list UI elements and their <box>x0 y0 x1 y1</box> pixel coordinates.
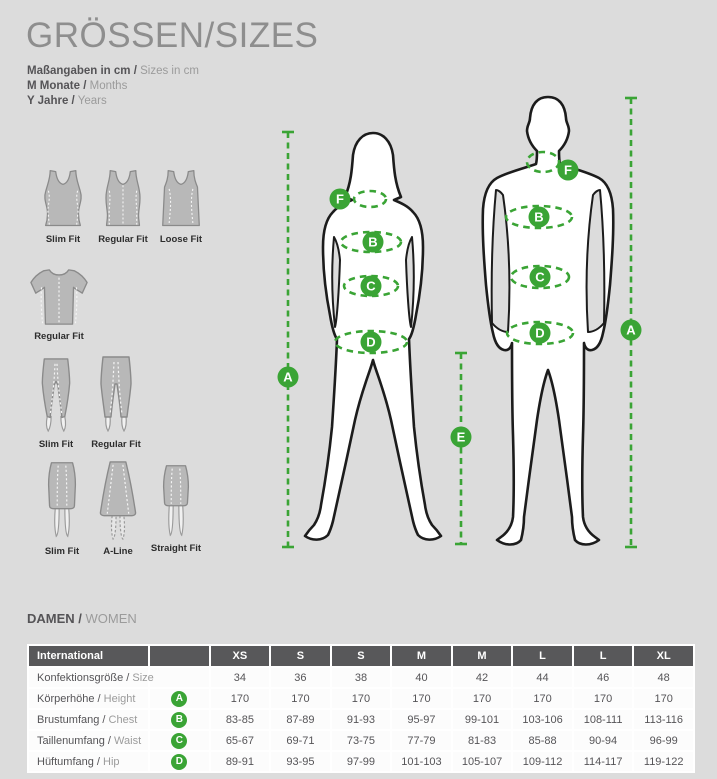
cell: 36 <box>271 668 330 687</box>
fit-label: Regular Fit <box>34 331 84 342</box>
cell: 91-93 <box>332 710 391 729</box>
tank-top-slim-icon <box>40 167 86 231</box>
women-size-table <box>27 644 695 773</box>
marker-cell-b <box>150 710 209 729</box>
row-size <box>29 668 693 687</box>
garment-skirt-straight <box>148 462 204 554</box>
pants-regular-icon <box>93 354 139 436</box>
cell: 65-67 <box>211 731 270 750</box>
marker-f-man <box>558 160 579 181</box>
col-size-l1: L <box>513 646 572 666</box>
svg-text:F: F <box>336 191 344 207</box>
garment-pants-slim <box>28 356 84 450</box>
svg-text:C: C <box>535 269 545 285</box>
cell: 170 <box>392 689 451 708</box>
cell: 170 <box>453 689 512 708</box>
fit-label: A-Line <box>103 546 133 557</box>
svg-text:F: F <box>564 162 572 178</box>
marker-a-woman <box>278 367 299 388</box>
marker-d-badge: D <box>171 754 187 770</box>
cell: 113-116 <box>634 710 693 729</box>
fit-label: Regular Fit <box>91 439 141 450</box>
garment-skirt-slim <box>34 459 90 557</box>
col-size-s2: S <box>332 646 391 666</box>
col-size-s1: S <box>271 646 330 666</box>
legend-line-cm: Maßangaben in cm / Sizes in cm <box>27 65 199 77</box>
legend <box>27 64 199 109</box>
svg-text:D: D <box>366 334 376 350</box>
cell: 77-79 <box>392 731 451 750</box>
row-label: Hüftumfang / Hip <box>29 752 148 771</box>
cell: 85-88 <box>513 731 572 750</box>
cell: 48 <box>634 668 693 687</box>
row-label: Konfektionsgröße / Size <box>29 668 148 687</box>
row-chest <box>29 710 693 729</box>
marker-cell-a <box>150 689 209 708</box>
woman-height-line <box>282 132 294 547</box>
tank-top-loose-icon <box>158 167 204 231</box>
garment-skirt-aline <box>90 459 146 557</box>
cell: 108-111 <box>574 710 633 729</box>
garment-tshirt-regular <box>21 266 97 342</box>
col-marker <box>150 646 209 666</box>
cell: 96-99 <box>634 731 693 750</box>
marker-cell-empty <box>150 668 209 687</box>
cell: 90-94 <box>574 731 633 750</box>
cell: 87-89 <box>271 710 330 729</box>
marker-d-man <box>530 323 551 344</box>
tank-top-regular-icon <box>100 167 146 231</box>
svg-text:D: D <box>535 325 545 341</box>
inner-leg-line <box>455 353 467 544</box>
cell: 170 <box>271 689 330 708</box>
svg-text:E: E <box>456 429 466 445</box>
svg-text:A: A <box>626 322 636 338</box>
cell: 99-101 <box>453 710 512 729</box>
cell: 170 <box>634 689 693 708</box>
cell: 170 <box>332 689 391 708</box>
row-hip <box>29 752 693 771</box>
cell: 170 <box>211 689 270 708</box>
col-size-m1: M <box>392 646 451 666</box>
table-header-row <box>29 646 693 666</box>
fit-label: Slim Fit <box>44 546 80 557</box>
legend-line-years: Y Jahre / Years <box>27 95 107 107</box>
svg-text:B: B <box>368 234 378 250</box>
fit-label: Slim Fit <box>38 439 74 450</box>
cell: 38 <box>332 668 391 687</box>
row-waist <box>29 731 693 750</box>
col-size-xs: XS <box>211 646 270 666</box>
cell: 114-117 <box>574 752 633 771</box>
cell: 40 <box>392 668 451 687</box>
cell: 89-91 <box>211 752 270 771</box>
svg-text:C: C <box>366 278 376 294</box>
cell: 105-107 <box>453 752 512 771</box>
marker-c-badge: C <box>171 733 187 749</box>
cell: 101-103 <box>392 752 451 771</box>
row-label: Brustumfang / Chest <box>29 710 148 729</box>
cell: 44 <box>513 668 572 687</box>
cell: 109-112 <box>513 752 572 771</box>
cell: 170 <box>513 689 572 708</box>
marker-e-line <box>451 427 472 448</box>
fit-label: Loose Fit <box>159 234 203 245</box>
marker-a-badge: A <box>171 691 187 707</box>
svg-text:A: A <box>283 369 293 385</box>
marker-c-woman <box>361 276 382 297</box>
pants-slim-icon <box>34 356 78 436</box>
col-size-xl: XL <box>634 646 693 666</box>
garment-pants-regular <box>88 354 144 450</box>
cell: 34 <box>211 668 270 687</box>
cell: 46 <box>574 668 633 687</box>
cell: 95-97 <box>392 710 451 729</box>
marker-b-man <box>529 207 550 228</box>
page-title: GRÖSSEN/SIZES <box>26 16 319 55</box>
marker-b-woman <box>363 232 384 253</box>
marker-a-man <box>621 320 642 341</box>
fit-label: Straight Fit <box>150 543 202 554</box>
col-international: International <box>29 646 148 666</box>
row-label: Körperhöhe / Height <box>29 689 148 708</box>
marker-b-badge: B <box>171 712 187 728</box>
marker-f-woman <box>330 189 351 210</box>
cell: 73-75 <box>332 731 391 750</box>
section-title-women: DAMEN / WOMEN <box>27 611 137 626</box>
marker-cell-c <box>150 731 209 750</box>
col-size-l2: L <box>574 646 633 666</box>
fit-label: Slim Fit <box>45 234 81 245</box>
cell: 119-122 <box>634 752 693 771</box>
fit-label: Regular Fit <box>98 234 148 245</box>
garment-tank-slim <box>33 167 93 245</box>
cell: 69-71 <box>271 731 330 750</box>
marker-cell-d <box>150 752 209 771</box>
skirt-straight-icon <box>156 462 196 540</box>
cell: 97-99 <box>332 752 391 771</box>
skirt-slim-icon <box>40 459 84 543</box>
man-figure <box>483 97 614 545</box>
garment-tank-loose <box>151 167 211 245</box>
legend-line-months: M Monate / Months <box>27 80 128 92</box>
cell: 103-106 <box>513 710 572 729</box>
cell: 93-95 <box>271 752 330 771</box>
cell: 170 <box>574 689 633 708</box>
marker-c-man <box>530 267 551 288</box>
t-shirt-regular-icon <box>25 266 93 328</box>
row-label: Taillenumfang / Waist <box>29 731 148 750</box>
row-height <box>29 689 693 708</box>
marker-d-woman <box>361 332 382 353</box>
skirt-a-line-icon <box>95 459 141 543</box>
cell: 81-83 <box>453 731 512 750</box>
col-size-m2: M <box>453 646 512 666</box>
body-measurement-diagram <box>268 85 717 580</box>
garment-tank-regular <box>93 167 153 245</box>
svg-text:B: B <box>534 209 544 225</box>
cell: 83-85 <box>211 710 270 729</box>
cell: 42 <box>453 668 512 687</box>
